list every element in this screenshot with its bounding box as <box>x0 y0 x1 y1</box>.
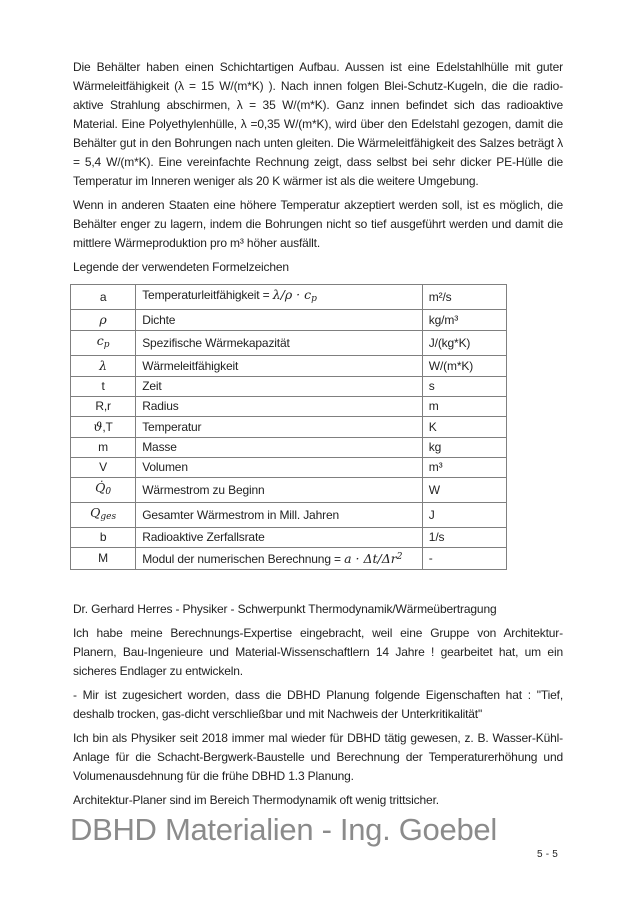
text-segment: m³ <box>428 460 443 474</box>
legend-table <box>70 284 507 570</box>
description-cell <box>136 458 423 478</box>
symbol-cell <box>71 548 136 570</box>
text-segment: s <box>428 379 435 393</box>
unit-cell <box>422 285 506 310</box>
unit-cell <box>422 356 506 377</box>
math-segment: p <box>103 340 110 350</box>
text-segment: Temperatur <box>142 419 202 434</box>
text-segment: Wärmeleitfähigkeit <box>142 358 239 373</box>
paragraph-lagerung: Wenn in anderen Staaten eine höhere Temperatur akzeptiert werden soll, ist es möglich, die Behälter enger zu lagern, indem die Bohrungen nicht so tief ausgeführt werden und damit die mittlere Wärmeproduktion pro m³ höher ausfällt. <box>73 198 563 250</box>
text-segment: Gesamter Wärmestrom in Mill. Jahren <box>142 507 339 522</box>
page-number: 5 - 5 <box>536 849 558 860</box>
symbol-cell <box>71 417 136 438</box>
math-segment: ges <box>100 512 117 522</box>
text-segment: b <box>99 530 107 544</box>
text-segment: m²/s <box>428 289 452 304</box>
description-cell <box>136 478 423 503</box>
symbol-cell <box>71 438 136 458</box>
table-row <box>71 417 507 438</box>
description-cell <box>136 438 423 458</box>
description-cell <box>136 310 423 331</box>
math-segment: Q <box>90 505 101 520</box>
unit-cell <box>422 397 506 417</box>
text-segment: 1/s <box>428 530 445 544</box>
symbol-cell <box>71 310 136 331</box>
math-segment: ρ <box>99 312 107 327</box>
text-segment: M <box>98 551 109 565</box>
table-row <box>71 331 507 356</box>
table-row <box>71 548 507 570</box>
text-segment: Dichte <box>142 312 176 327</box>
text-segment: Spezifische Wärmekapazität <box>142 335 290 350</box>
text-segment: V <box>99 460 108 474</box>
table-row <box>71 377 507 397</box>
unit-cell <box>422 478 506 503</box>
text-segment: W/(m*K) <box>428 358 474 373</box>
paragraph-behaelter-aufbau: Die Behälter haben einen Schichtartigen Aufbau. Aussen ist eine Edelstahlhülle mit guter Wärmeleitfähigkeit (λ = 15 W/(m*K) ). Nach innen folgen Blei-Schutz-Kugeln, die die radio-aktive Strahlung abschirmen, λ = 35 W/(m*K). Ganz innen befindet sich das radioaktive Material. Eine Polyethylenhülle, λ =0,35 W/(m*K), wird über den Edelstahl gezogen, damit die Behälter gut in den Bohrungen nach unten gleiten. Die Wärmeleitfähigkeit des Salzes beträgt λ = 5,4 W/(m*K). Eine vereinfachte Rechnung zeigt, dass selbst bei sehr dicker PE-Hülle die Temperatur im Inneren weniger als 20 K wärmer ist als die weitere Umgebung. <box>73 60 563 188</box>
table-row <box>71 528 507 548</box>
text-segment: J <box>428 507 435 522</box>
table-row <box>71 310 507 331</box>
unit-cell <box>422 548 506 570</box>
text-segment: kg <box>428 440 442 454</box>
footer <box>70 811 563 848</box>
text-segment: kg/m³ <box>428 312 459 327</box>
text-segment: J/(kg*K) <box>428 335 471 350</box>
symbol-cell <box>71 458 136 478</box>
text-segment: Modul der numerischen Berechnung = <box>142 552 345 566</box>
math-segment: ϑ <box>93 419 103 434</box>
description-cell <box>136 331 423 356</box>
description-cell <box>136 397 423 417</box>
footer-title: DBHD Materialien - Ing. Goebel <box>70 812 497 847</box>
math-segment: 2 <box>396 552 403 562</box>
description-cell <box>136 377 423 397</box>
text-segment: t <box>101 379 105 393</box>
math-segment: c <box>96 333 104 348</box>
unit-cell <box>422 503 506 528</box>
symbol-cell <box>71 478 136 503</box>
unit-cell <box>422 310 506 331</box>
text-segment: a <box>99 289 107 304</box>
math-segment: λ <box>99 358 108 373</box>
description-cell <box>136 528 423 548</box>
description-cell <box>136 356 423 377</box>
text-segment: Masse <box>142 440 177 454</box>
symbol-cell <box>71 285 136 310</box>
text-segment: ,T <box>102 420 113 434</box>
unit-cell <box>422 438 506 458</box>
unit-cell <box>422 417 506 438</box>
text-segment: m <box>428 399 439 413</box>
unit-cell <box>422 331 506 356</box>
description-cell <box>136 503 423 528</box>
table-row <box>71 356 507 377</box>
text-segment: - <box>428 551 433 565</box>
paragraph-schluss: Architektur-Planer sind im Bereich Thermodynamik oft wenig trittsicher. <box>73 793 439 807</box>
description-cell <box>136 285 423 310</box>
table-row <box>71 458 507 478</box>
table-row <box>71 397 507 417</box>
math-segment: Q̇ <box>95 480 106 495</box>
legend-caption: Legende der verwendeten Formelzeichen <box>73 260 289 274</box>
description-cell <box>136 548 423 570</box>
text-segment: Radius <box>142 399 179 413</box>
description-cell <box>136 417 423 438</box>
math-segment: a · Δt/Δr <box>344 551 397 566</box>
paragraph-zusicherung: - Mir ist zugesichert worden, dass die DBHD Planung folgende Eigenschaften hat : "Tief, deshalb trocken, gas-dicht verschließbar und mit Nachweis der Unterkritikalität" <box>73 688 563 721</box>
symbol-cell <box>71 503 136 528</box>
symbol-cell <box>71 377 136 397</box>
table-row <box>71 438 507 458</box>
text-segment: K <box>428 419 437 434</box>
line-dr-herres: Dr. Gerhard Herres - Physiker - Schwerpunkt Thermodynamik/Wärmeübertragung <box>73 602 497 616</box>
table-row <box>71 478 507 503</box>
symbol-cell <box>71 397 136 417</box>
text-segment: W <box>428 482 440 497</box>
symbol-cell <box>71 528 136 548</box>
text-segment: Radioaktive Zerfallsrate <box>142 530 265 544</box>
symbol-cell <box>71 331 136 356</box>
paragraph-taetigkeit: Ich bin als Physiker seit 2018 immer mal wieder für DBHD tätig gewesen, z. B. Wasser-Kühl-Anlage für die Schacht-Bergwerk-Baustelle und Berechnung der Temperaturerhöhung und Volumenausdehnung für die frühe DBHD 1.3 Planung. <box>73 731 563 783</box>
table-row <box>71 503 507 528</box>
unit-cell <box>422 377 506 397</box>
unit-cell <box>422 528 506 548</box>
text-segment: Temperaturleitfähigkeit = <box>142 288 273 302</box>
text-segment: Wärmestrom zu Beginn <box>142 482 265 497</box>
math-segment: λ/ρ · c <box>272 287 312 302</box>
symbol-cell <box>71 356 136 377</box>
text-segment: R,r <box>95 399 111 413</box>
legend-table-body <box>71 285 507 570</box>
table-row <box>71 285 507 310</box>
paragraph-expertise: Ich habe meine Berechnungs-Expertise eingebracht, weil eine Gruppe von Architektur-Planern, Bau-Ingenieure und Material-Wissenschaftlern 14 Jahre ! gearbeitet hat, um ein sicheres Endlager zu entwickeln. <box>73 626 563 678</box>
text-segment: Volumen <box>142 460 188 474</box>
text-segment: m <box>98 440 109 454</box>
unit-cell <box>422 458 506 478</box>
math-segment: 0 <box>105 487 112 497</box>
math-segment: p <box>311 294 317 304</box>
text-segment: Zeit <box>142 379 162 393</box>
